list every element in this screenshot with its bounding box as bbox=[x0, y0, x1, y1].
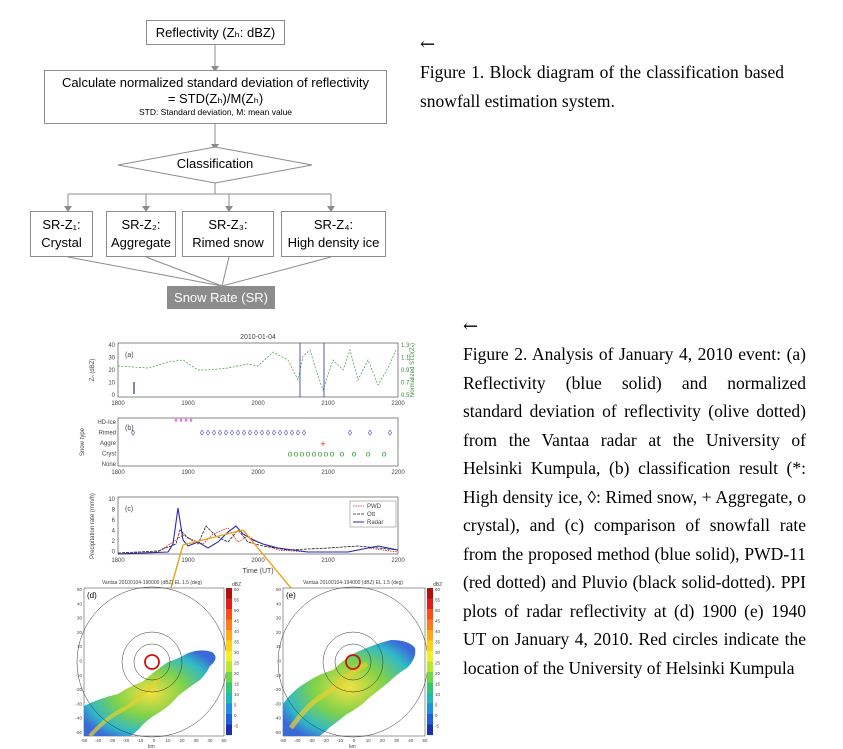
ppi-d-xtick: -20 bbox=[122, 738, 130, 743]
panel-a-y2label: Normalized STD(Zₕ) bbox=[410, 342, 416, 398]
colorbar-segment bbox=[226, 641, 232, 652]
colorbar-tick: 35 bbox=[234, 639, 240, 645]
x-tick-label: 1900 bbox=[181, 401, 195, 407]
ppi-d-xtick: 40 bbox=[207, 738, 213, 743]
ppi-e-ytick: 0 bbox=[278, 658, 281, 664]
ppi-d-xtick: -10 bbox=[136, 738, 144, 743]
colorbar-tick: 25 bbox=[435, 660, 441, 666]
class-hdi-name: High density ice bbox=[287, 235, 380, 250]
ppi-e-xlabel: km bbox=[349, 744, 356, 749]
x-tick-label: 1900 bbox=[181, 470, 195, 476]
colorbar-tick: 40 bbox=[234, 629, 240, 634]
panel-c-ytick: 4 bbox=[111, 528, 115, 535]
colorbar-segment bbox=[226, 662, 232, 673]
ppi-e-xtick: 50 bbox=[422, 738, 428, 743]
colorbar-segment bbox=[427, 704, 433, 715]
colorbar-segment bbox=[427, 683, 433, 694]
panel-a-ylabel: Zₕ (dBZ) bbox=[90, 358, 96, 382]
panel-c-ylabel: Precipitation rate (mm/h) bbox=[90, 493, 96, 559]
ppi-e-ytick: -40 bbox=[274, 715, 281, 721]
panel-a-frame bbox=[118, 343, 398, 397]
colorbar-segment bbox=[226, 725, 232, 736]
marker-crystal: o bbox=[365, 449, 371, 459]
colorbar-tick: 30 bbox=[435, 650, 441, 655]
ppi-d-xtick: 10 bbox=[165, 738, 171, 743]
figure2-caption: Figure 2. Analysis of January 4, 2010 event: (a) Reflectivity (blue solid) and normalized standard deviation of reflectivity (olive dotted) from the Vantaa radar at the University of Helsinki Kumpula, (b) classification result (*: High density ice, ◊: Rimed snow, + Aggregate, o crystal), and (c) comparison of snowfall rate from the proposed method (blue solid), PWD-11 (red dotted) and Pluvio (black solid-dotted). PPI plots of radar reflectivity at (d) 1900 (e) 1940 UT on January 4, 2010. Red circles indicate the location of the University of Helsinki Kumpula bbox=[463, 344, 806, 678]
x-tick-label: 2200 bbox=[391, 470, 405, 476]
colorbar-tick: 45 bbox=[234, 618, 240, 624]
ppi-e-ytick: 50 bbox=[275, 587, 281, 592]
ppi-d-xtick: -40 bbox=[94, 738, 102, 743]
colorbar-tick: 60 bbox=[435, 587, 441, 592]
marker-rimed-snow: ◊ bbox=[206, 428, 210, 438]
ppi-e-ytick: -50 bbox=[274, 730, 281, 735]
panel-c-ytick: 6 bbox=[111, 518, 115, 524]
ppi-d-xtick: 0 bbox=[152, 738, 156, 743]
panel-c-ytick: 2 bbox=[111, 539, 115, 545]
colorbar-segment bbox=[427, 599, 433, 610]
ppi-e-ytick: 40 bbox=[275, 601, 281, 607]
panel-b-frame bbox=[118, 418, 398, 466]
colorbar-tick: 15 bbox=[435, 681, 441, 687]
panel-a-std-line bbox=[118, 350, 396, 390]
colorbar-tick: 55 bbox=[435, 597, 441, 603]
panel-a-y2tick: 1.1 bbox=[401, 355, 410, 362]
colorbar-tick: 50 bbox=[435, 608, 441, 613]
panel-b-category: Cryst bbox=[102, 451, 116, 458]
panel-a-y2tick: 0.5 bbox=[401, 393, 410, 399]
colorbar-tick: 30 bbox=[234, 650, 240, 655]
class-rimed-head: SR-Z₃: bbox=[208, 217, 248, 232]
colorbar-segment bbox=[427, 609, 433, 620]
figure2-back-arrow[interactable]: ← bbox=[463, 316, 479, 337]
ppi-d-ytick: -20 bbox=[75, 687, 82, 693]
class-crystal-name: Crystal bbox=[41, 235, 82, 250]
panel-a-y2tick: 0.9 bbox=[401, 368, 410, 374]
colorbar-tick: 5 bbox=[234, 702, 237, 708]
ppi-d-ytick: -40 bbox=[75, 715, 82, 721]
marker-rimed-snow: ◊ bbox=[224, 428, 228, 438]
colorbar-segment bbox=[427, 651, 433, 662]
colorbar-segment bbox=[226, 672, 232, 683]
ppi-d-unit: dBZ bbox=[232, 582, 242, 588]
colorbar-segment bbox=[427, 714, 433, 725]
figure2-timeseries bbox=[80, 330, 418, 578]
panel-b-category: Aggre bbox=[99, 441, 116, 447]
x-tick-label: 2100 bbox=[321, 558, 335, 564]
panel-c-ytick: 10 bbox=[108, 497, 115, 503]
marker-rimed-snow: ◊ bbox=[272, 428, 276, 438]
colorbar-tick: 10 bbox=[435, 692, 441, 697]
colorbar-segment bbox=[226, 683, 232, 694]
panel-a-ytick: 10 bbox=[108, 380, 115, 387]
marker-rimed-snow: ◊ bbox=[348, 428, 352, 438]
legend-pwd-label: PWD bbox=[367, 504, 381, 510]
ppi-d-ytick: 40 bbox=[76, 601, 82, 607]
marker-high-density-ice: * bbox=[189, 417, 193, 427]
ppi-d-ytick: -50 bbox=[75, 730, 82, 735]
panel-a-y2tick: 0.7 bbox=[401, 380, 410, 387]
panel-c-ytick: 8 bbox=[111, 507, 115, 514]
ppi-d-ytick: 50 bbox=[76, 587, 82, 592]
colorbar-tick: 15 bbox=[234, 681, 240, 687]
figure1-caption: Figure 1. Block diagram of the classification based snowfall estimation system. bbox=[420, 62, 784, 111]
colorbar-tick: 55 bbox=[234, 597, 240, 603]
x-tick-label: 1800 bbox=[111, 558, 125, 564]
panel-a-ytick: 30 bbox=[108, 355, 115, 362]
colorbar-tick: 5 bbox=[435, 702, 438, 708]
class-box-rimed-snow bbox=[182, 211, 274, 257]
colorbar-tick: 25 bbox=[234, 660, 240, 666]
ppi-e-xtick: -50 bbox=[279, 738, 287, 743]
ppi-d-title: Vantaa 20100104-190000 (dBZ) EL 1.5 (deg) bbox=[101, 580, 203, 586]
marker-rimed-snow: ◊ bbox=[388, 428, 392, 438]
ppi-d-ytick: 0 bbox=[79, 658, 82, 664]
colorbar-tick: 10 bbox=[234, 692, 240, 697]
marker-rimed-snow: ◊ bbox=[236, 428, 240, 438]
marker-rimed-snow: ◊ bbox=[242, 428, 246, 438]
colorbar-tick: 40 bbox=[435, 629, 441, 634]
legend-ott-label: Ott bbox=[367, 512, 376, 518]
colorbar-segment bbox=[226, 599, 232, 610]
colorbar-segment bbox=[427, 672, 433, 683]
colorbar-tick: 45 bbox=[435, 618, 441, 624]
reflectivity-box-label: Reflectivity (Zₕ: dBZ) bbox=[155, 25, 276, 40]
marker-rimed-snow: ◊ bbox=[218, 428, 222, 438]
marker-high-density-ice: * bbox=[179, 417, 183, 427]
calc-std-note: STD: Standard deviation, M: mean value bbox=[138, 107, 293, 117]
marker-crystal: o bbox=[305, 449, 311, 459]
colorbar-segment bbox=[226, 609, 232, 620]
marker-rimed-snow: ◊ bbox=[266, 428, 270, 438]
panel-a-ytick: 20 bbox=[108, 368, 115, 374]
marker-crystal: o bbox=[381, 449, 387, 459]
ppi-d-xtick: 20 bbox=[179, 738, 185, 743]
colorbar-tick: 35 bbox=[435, 639, 441, 645]
calc-std-box bbox=[44, 70, 387, 124]
x-tick-label: 1900 bbox=[181, 558, 195, 564]
colorbar-tick: 50 bbox=[234, 608, 240, 613]
marker-crystal: o bbox=[287, 449, 293, 459]
ppi-d-xtick: 50 bbox=[221, 738, 227, 743]
marker-rimed-snow: ◊ bbox=[284, 428, 288, 438]
colorbar-segment bbox=[427, 588, 433, 599]
marker-crystal: o bbox=[317, 449, 323, 459]
colorbar-tick: 60 bbox=[234, 587, 240, 592]
ppi-e-xtick: -10 bbox=[336, 738, 344, 743]
marker-crystal: o bbox=[293, 449, 299, 459]
marker-rimed-snow: ◊ bbox=[296, 428, 300, 438]
ppi-e bbox=[259, 578, 443, 749]
class-aggregate-head: SR-Z₂: bbox=[121, 217, 161, 232]
colorbar-tick: 20 bbox=[435, 671, 441, 676]
ppi-d-ytick: -30 bbox=[75, 701, 82, 707]
colorbar-segment bbox=[427, 725, 433, 736]
ppi-d-xtick: -30 bbox=[108, 738, 116, 743]
panel-c-ott-line bbox=[118, 526, 398, 553]
ppi-d-xlabel: km bbox=[148, 744, 155, 749]
marker-rimed-snow: ◊ bbox=[302, 428, 306, 438]
ppi-e-ytick: 20 bbox=[275, 629, 281, 635]
calc-std-line2: = STD(Zₕ)/M(Zₕ) bbox=[167, 91, 264, 106]
legend-radar-label: Radar bbox=[367, 520, 384, 526]
panel-b-category: HD-Ice bbox=[97, 420, 116, 426]
colorbar-tick: 0 bbox=[234, 713, 237, 718]
ppi-e-xtick: -30 bbox=[308, 738, 315, 743]
panel-b-category: Rimed bbox=[98, 430, 116, 437]
panel-c-xlabel: Time (UT) bbox=[242, 568, 274, 575]
calc-std-line1: Calculate normalized standard deviation of reflectivity bbox=[61, 75, 370, 90]
colorbar-tick: 0 bbox=[435, 713, 438, 718]
panel-a-label: (a) bbox=[125, 352, 134, 359]
marker-rimed-snow: ◊ bbox=[260, 428, 264, 438]
marker-crystal: o bbox=[311, 449, 317, 459]
ppi-e-ytick: -30 bbox=[274, 701, 281, 707]
ppi-e-xtick: 20 bbox=[379, 738, 385, 743]
class-box-crystal bbox=[30, 211, 93, 257]
ppi-d-label: (d) bbox=[87, 591, 97, 600]
ppi-e-ytick: -20 bbox=[274, 687, 281, 693]
panel-b-label: (b) bbox=[125, 425, 134, 432]
ppi-d-ytick: 10 bbox=[76, 644, 82, 650]
marker-crystal: o bbox=[329, 449, 335, 459]
marker-rimed-snow: ◊ bbox=[200, 428, 204, 438]
ppi-e-ytick: -10 bbox=[274, 672, 281, 678]
marker-rimed-snow: ◊ bbox=[131, 428, 135, 438]
colorbar-segment bbox=[226, 588, 232, 599]
classification-label: Classification bbox=[176, 156, 254, 171]
class-box-high-density-ice bbox=[281, 211, 386, 257]
class-crystal-head: SR-Z₁: bbox=[42, 217, 81, 232]
x-tick-label: 2000 bbox=[251, 401, 265, 407]
colorbar-tick: -5 bbox=[435, 723, 440, 729]
panel-b-category: None bbox=[101, 462, 116, 468]
class-aggregate-name: Aggregate bbox=[111, 235, 171, 250]
colorbar-tick: 20 bbox=[234, 671, 240, 676]
colorbar-segment bbox=[226, 704, 232, 715]
ppi-d-xtick: -50 bbox=[80, 738, 88, 743]
colorbar-tick: -5 bbox=[234, 723, 239, 729]
marker-rimed-snow: ◊ bbox=[248, 428, 252, 438]
ppi-d bbox=[60, 578, 240, 749]
x-tick-label: 2000 bbox=[251, 470, 265, 476]
marker-high-density-ice: * bbox=[174, 417, 178, 427]
marker-rimed-snow: ◊ bbox=[212, 428, 216, 438]
ppi-d-ytick: 20 bbox=[76, 629, 82, 635]
marker-rimed-snow: ◊ bbox=[290, 428, 294, 438]
x-tick-label: 2100 bbox=[321, 470, 335, 476]
ppi-e-xtick: -40 bbox=[293, 738, 301, 743]
ppi-e-label: (e) bbox=[286, 591, 296, 600]
ppi-d-xtick: 30 bbox=[193, 738, 199, 743]
ppi-e-xtick: 0 bbox=[352, 738, 356, 743]
x-tick-label: 2200 bbox=[391, 558, 405, 564]
marker-rimed-snow: ◊ bbox=[278, 428, 282, 438]
panel-c-label: (c) bbox=[125, 506, 134, 513]
snow-rate-box: Snow Rate (SR) bbox=[167, 286, 275, 309]
colorbar-segment bbox=[226, 714, 232, 725]
class-rimed-name: Rimed snow bbox=[192, 235, 264, 250]
ppi-e-unit: dBZ bbox=[433, 582, 443, 588]
marker-high-density-ice: * bbox=[184, 417, 188, 427]
colorbar-segment bbox=[427, 641, 433, 652]
x-tick-label: 1800 bbox=[111, 470, 125, 476]
panel-a-ytick: 40 bbox=[108, 343, 115, 349]
ppi-e-ytick: 30 bbox=[275, 615, 281, 621]
colorbar-segment bbox=[226, 620, 232, 631]
marker-rimed-snow: ◊ bbox=[254, 428, 258, 438]
colorbar-segment bbox=[226, 630, 232, 641]
class-hdi-head: SR-Z₄: bbox=[313, 217, 354, 232]
ppi-d-ytick: -10 bbox=[75, 672, 82, 678]
figure1-back-arrow[interactable]: ← bbox=[420, 34, 436, 55]
marker-crystal: o bbox=[339, 449, 345, 459]
colorbar-segment bbox=[427, 662, 433, 673]
x-tick-label: 2100 bbox=[321, 401, 335, 407]
ppi-e-title: Vantaa 20100104-194000 (dBZ) EL 1.5 (deg) bbox=[302, 580, 404, 586]
marker-aggregate: + bbox=[320, 439, 326, 449]
marker-rimed-snow: ◊ bbox=[230, 428, 234, 438]
panel-c-ytick: 0 bbox=[111, 549, 115, 556]
marker-crystal: o bbox=[299, 449, 305, 459]
panel-a-y2tick: 1.3 bbox=[401, 343, 410, 349]
class-box-aggregate bbox=[106, 211, 176, 257]
ppi-e-xtick: 10 bbox=[365, 738, 371, 743]
ppi-e-xtick: 40 bbox=[408, 738, 414, 743]
ppi-e-xtick: -20 bbox=[322, 738, 329, 743]
panel-a-title: 2010-01-04 bbox=[240, 334, 276, 341]
colorbar-segment bbox=[427, 630, 433, 641]
colorbar-segment bbox=[427, 693, 433, 704]
x-tick-label: 2000 bbox=[251, 558, 265, 564]
marker-rimed-snow: ◊ bbox=[368, 428, 372, 438]
ppi-e-xtick: 30 bbox=[394, 738, 400, 743]
marker-crystal: o bbox=[351, 449, 357, 459]
colorbar-segment bbox=[427, 620, 433, 631]
ppi-e-ytick: 10 bbox=[275, 644, 281, 650]
reflectivity-box bbox=[146, 20, 285, 45]
colorbar-segment bbox=[226, 693, 232, 704]
panel-a-ytick: 0 bbox=[111, 393, 115, 399]
ppi-d-ytick: 30 bbox=[76, 615, 82, 621]
x-tick-label: 2200 bbox=[391, 401, 405, 407]
marker-crystal: o bbox=[323, 449, 329, 459]
colorbar-segment bbox=[226, 651, 232, 662]
panel-b-ylabel: Snow type bbox=[80, 427, 86, 457]
x-tick-label: 1800 bbox=[111, 401, 125, 407]
